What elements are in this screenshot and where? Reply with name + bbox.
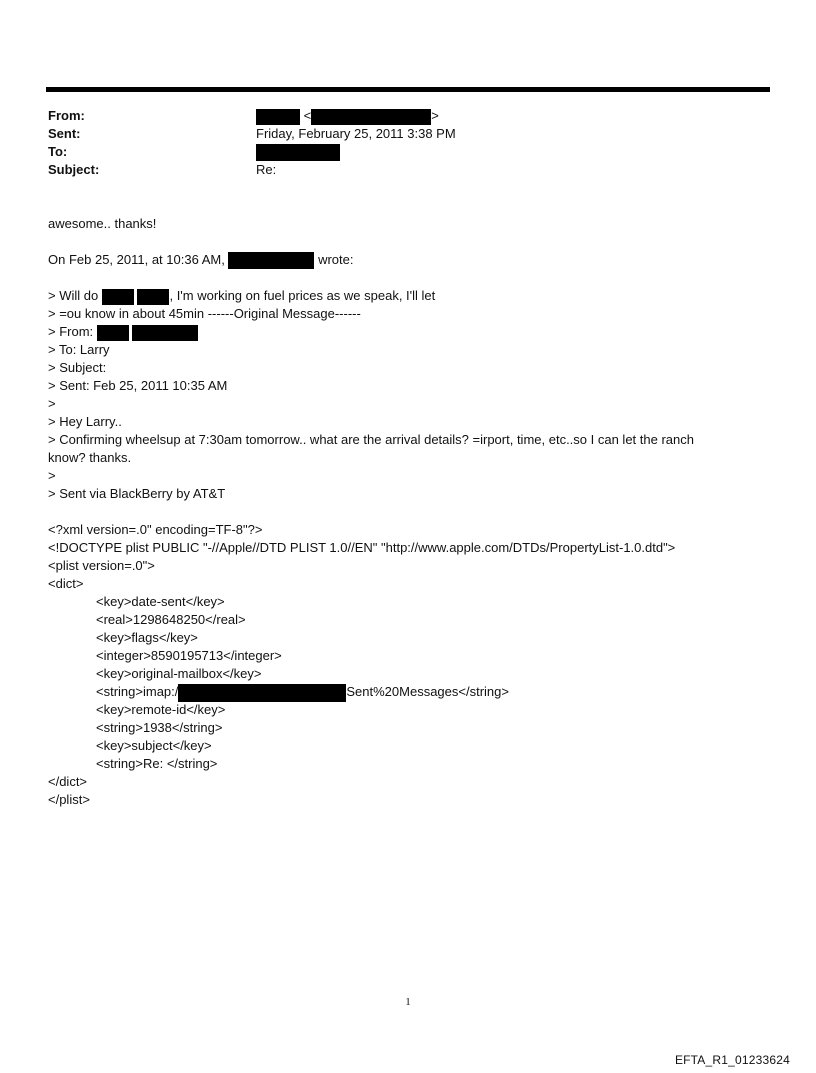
redaction-box [137,289,169,305]
header-rule [46,87,770,92]
plist-line: <key>date-sent</key> [96,594,225,609]
quote-line: > Sent via BlackBerry by AT&T [48,486,226,501]
plist-line: <key>subject</key> [96,738,212,753]
plist-line: </plist> [48,792,90,807]
plist-line: <dict> [48,576,84,591]
bates-number: EFTA_R1_01233624 [674,1053,790,1067]
from-lt: < [303,108,312,123]
attribution-pre: On Feb 25, 2011, at 10:36 AM, [48,252,225,267]
plist-line: <integer>8590195713</integer> [96,648,282,663]
subject-label: Subject: [48,162,100,177]
attribution-post: wrote: [318,252,354,267]
plist-line: <string>Re: </string> [96,756,218,771]
plist-line: <plist version=.0"> [48,558,155,573]
redaction-box [311,109,431,125]
sent-label: Sent: [48,126,81,141]
to-value [256,143,340,161]
redaction-box [256,144,340,161]
plist-line: <key>flags</key> [96,630,198,645]
reply-text: awesome.. thanks! [48,216,157,231]
quote-line: > To: Larry [48,342,110,357]
plist-line: <!DOCTYPE plist PUBLIC "-//Apple//DTD PLIST 1.0//EN" "http://www.apple.com/DTDs/PropertyList-1.0.dtd"> [48,540,676,555]
redaction-box [178,684,346,702]
page-number: 1 [405,996,411,1008]
quote-line: > [48,468,56,483]
subject-value: Re: [256,162,277,177]
quote-line: > [48,396,56,411]
quote-text: > From: [48,324,94,339]
redaction-box [102,289,134,305]
attribution-line [48,251,353,269]
redaction-box [132,325,198,341]
quote-line: > Hey Larry.. [48,414,122,429]
from-value [256,107,439,125]
plist-line: <key>original-mailbox</key> [96,666,262,681]
quote-line: > Sent: Feb 25, 2011 10:35 AM [48,378,228,393]
quote-text: , I'm working on fuel prices as we speak, I'll let [169,288,436,303]
plist-line: <real>1298648250</real> [96,612,246,627]
quote-line: > Confirming wheelsup at 7:30am tomorrow.. what are the arrival details? =irport, time, etc..so I can let the ranch [48,432,694,447]
quote-line: know? thanks. [48,450,132,465]
from-gt: > [431,108,439,123]
from-label: From: [48,108,85,123]
redaction-box [256,109,300,125]
quote-text: > Will do [48,288,99,303]
plist-line: </dict> [48,774,88,789]
plist-line: <string>1938</string> [96,720,223,735]
redaction-box [97,325,129,341]
quote-line: > =ou know in about 45min ------Original Message------ [48,306,361,321]
quote-line [48,323,198,341]
redaction-box [228,252,314,269]
plist-text: <string>imap:/ [96,684,179,699]
quote-line: > Subject: [48,360,107,375]
plist-line: <?xml version=.0" encoding=TF-8"?> [48,522,263,537]
plist-line [96,683,509,702]
plist-text: Sent%20Messages</string> [346,684,509,699]
sent-value: Friday, February 25, 2011 3:38 PM [256,126,456,141]
quote-line [48,287,435,305]
plist-line: <key>remote-id</key> [96,702,226,717]
to-label: To: [48,144,68,159]
